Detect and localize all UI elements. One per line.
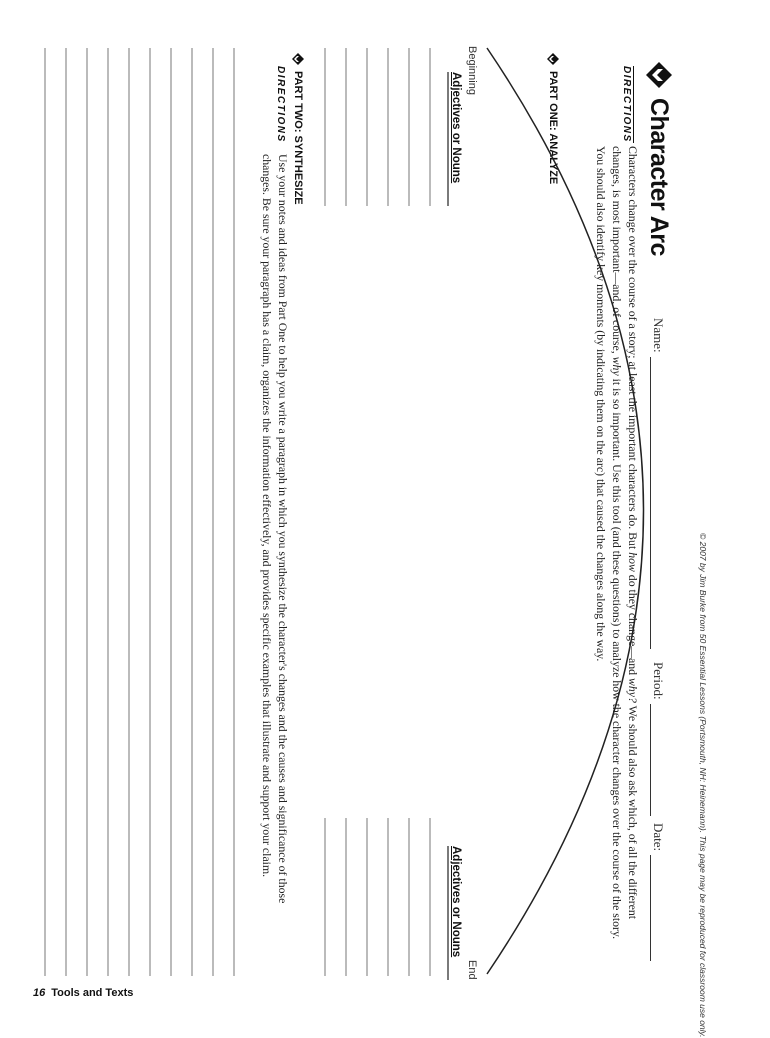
copyright-notice: © 2007 by Jim Burke from 50 Essential Lessons (Portsmouth, NH: Heinemann). This page may be reproduced for classroom use only. [698, 533, 708, 1038]
right-answer-lines [325, 818, 430, 976]
part-two-directions-text: Use your notes and ideas from Part One to help you write a paragraph in which you synthesize the character's changes and the causes and significance of those changes. Be sure your paragraph has a claim, organizes the information effectively, and provides specific examples that illustrate and support your claim. [260, 154, 290, 904]
beginning-label: Beginning [466, 46, 478, 95]
name-label: Name: [651, 318, 666, 353]
page-footer [33, 987, 139, 999]
directions-label: DIRECTIONS [621, 66, 632, 143]
date-label: Date: [651, 823, 666, 852]
character-arc [487, 48, 644, 974]
end-label: End [466, 960, 478, 980]
left-column-header: Adjectives or Nouns [450, 72, 462, 184]
page-title: Character Arc [645, 98, 674, 256]
period-label: Period: [651, 662, 666, 700]
part-two-directions-label: DIRECTIONS [275, 66, 286, 143]
right-column-header: Adjectives or Nouns [450, 846, 462, 958]
part-one-heading: PART ONE: ANALYZE [546, 52, 560, 184]
left-answer-lines [325, 48, 430, 206]
page-number: 16 [33, 987, 46, 999]
directions-text: Characters change over the course of a story; at least the important characters do. But how do they change—and why? We should also ask which, of all the different changes, is most important—and, of course, why it is so important. Use this tool (and these questions) to analyze how the character changes over the course of the story. You should also identify key moments (by indicating them on the arc) that caused the changes along the way. [594, 146, 640, 940]
paragraph-writing-lines [45, 48, 234, 976]
section-title: Tools and Texts [51, 987, 134, 999]
part-two-heading: PART TWO: SYNTHESIZE [291, 52, 305, 205]
